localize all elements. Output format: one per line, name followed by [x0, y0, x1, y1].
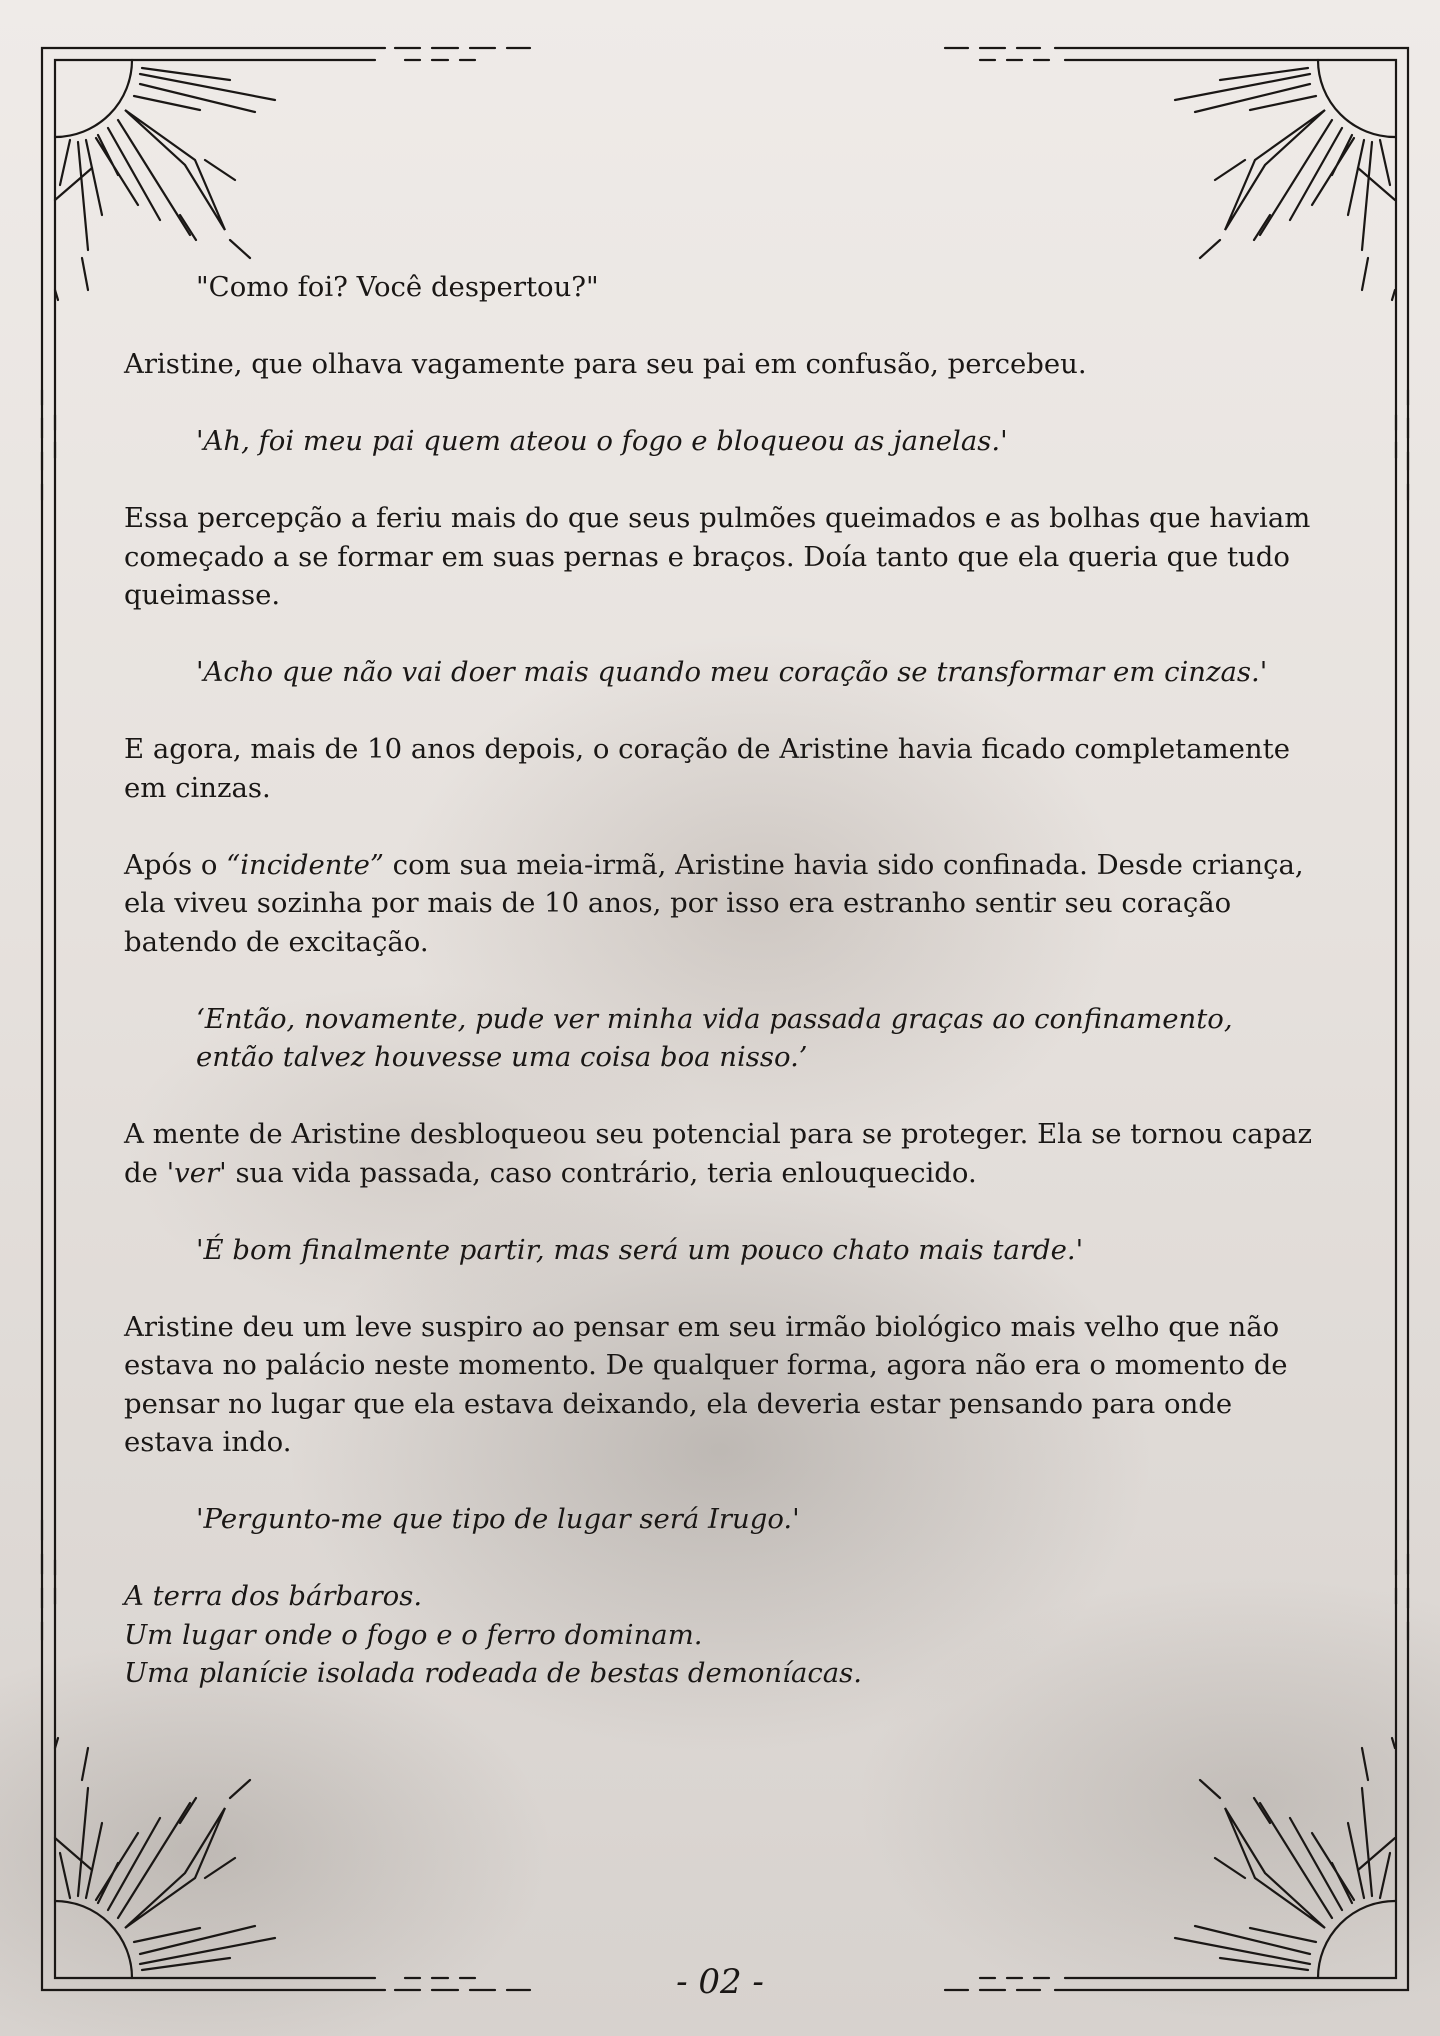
narration-paragraph: E agora, mais de 10 anos depois, o coração de Aristine havia ficado completamente em cinzas. [124, 733, 1290, 804]
thought-line: 'É bom finalmente partir, mas será um pouco chato mais tarde.' [196, 1233, 1084, 1266]
thought-line: ‘Então, novamente, pude ver minha vida passada graças ao confinamento, então talvez houvesse uma coisa boa nisso.’ [196, 1002, 1233, 1073]
sun-ornament-top-left [55, 60, 275, 300]
paragraph-text: Após o [124, 848, 227, 881]
closing-paragraph: A terra dos bárbaros. Um lugar onde o fogo e o ferro dominam. Uma planície isolada rodeada de bestas demoníacas. [124, 1580, 862, 1689]
emphasis-text: “incidente” [226, 848, 384, 881]
thought-line: 'Ah, foi meu pai quem ateou o fogo e bloqueou as janelas.' [196, 425, 1008, 457]
thought-line: 'Pergunto-me que tipo de lugar será Irugo.' [196, 1503, 800, 1535]
narration-paragraph: Aristine deu um leve suspiro ao pensar em seu irmão biológico mais velho que não estava no palácio neste momento. De qualquer forma, agora não era o momento de pensar no lugar que ela estava deixando, ela deveria estar pensando para onde estava indo. [124, 1310, 1288, 1458]
paragraph-text: sua vida passada, caso contrário, teria enlouquecido. [226, 1156, 977, 1189]
thought-line: 'Acho que não vai doer mais quando meu coração se transformar em cinzas.' [196, 656, 1268, 688]
page-number: - 02 - [676, 1962, 764, 2002]
body-text [124, 268, 1334, 1693]
sun-ornament-top-right [1175, 60, 1395, 300]
narration-paragraph [124, 846, 1334, 962]
emphasis-text: 'ver' [166, 1156, 227, 1189]
narration-paragraph: Aristine, que olhava vagamente para seu pai em confusão, percebeu. [124, 348, 1087, 380]
narration-paragraph [124, 1115, 1334, 1192]
narration-paragraph: Essa percepção a feriu mais do que seus pulmões queimados e as bolhas que haviam começado a se formar em suas pernas e braços. Doía tanto que ela queria que tudo queimasse. [124, 502, 1311, 611]
sun-ornament-bottom-right [1175, 1738, 1395, 1978]
sun-ornament-bottom-left [55, 1738, 275, 1978]
dialogue-line: "Como foi? Você despertou?" [196, 271, 599, 303]
paragraph-text: A mente de Aristine desbloqueou seu potencial para se proteger. Ela se tornou capaz de [124, 1118, 1312, 1189]
paragraph-text: com sua meia-irmã, Aristine havia sido confinada. Desde criança, ela viveu sozinha por mais de 10 anos, por isso era estranho sentir seu coração batendo de excitação. [124, 848, 1304, 958]
